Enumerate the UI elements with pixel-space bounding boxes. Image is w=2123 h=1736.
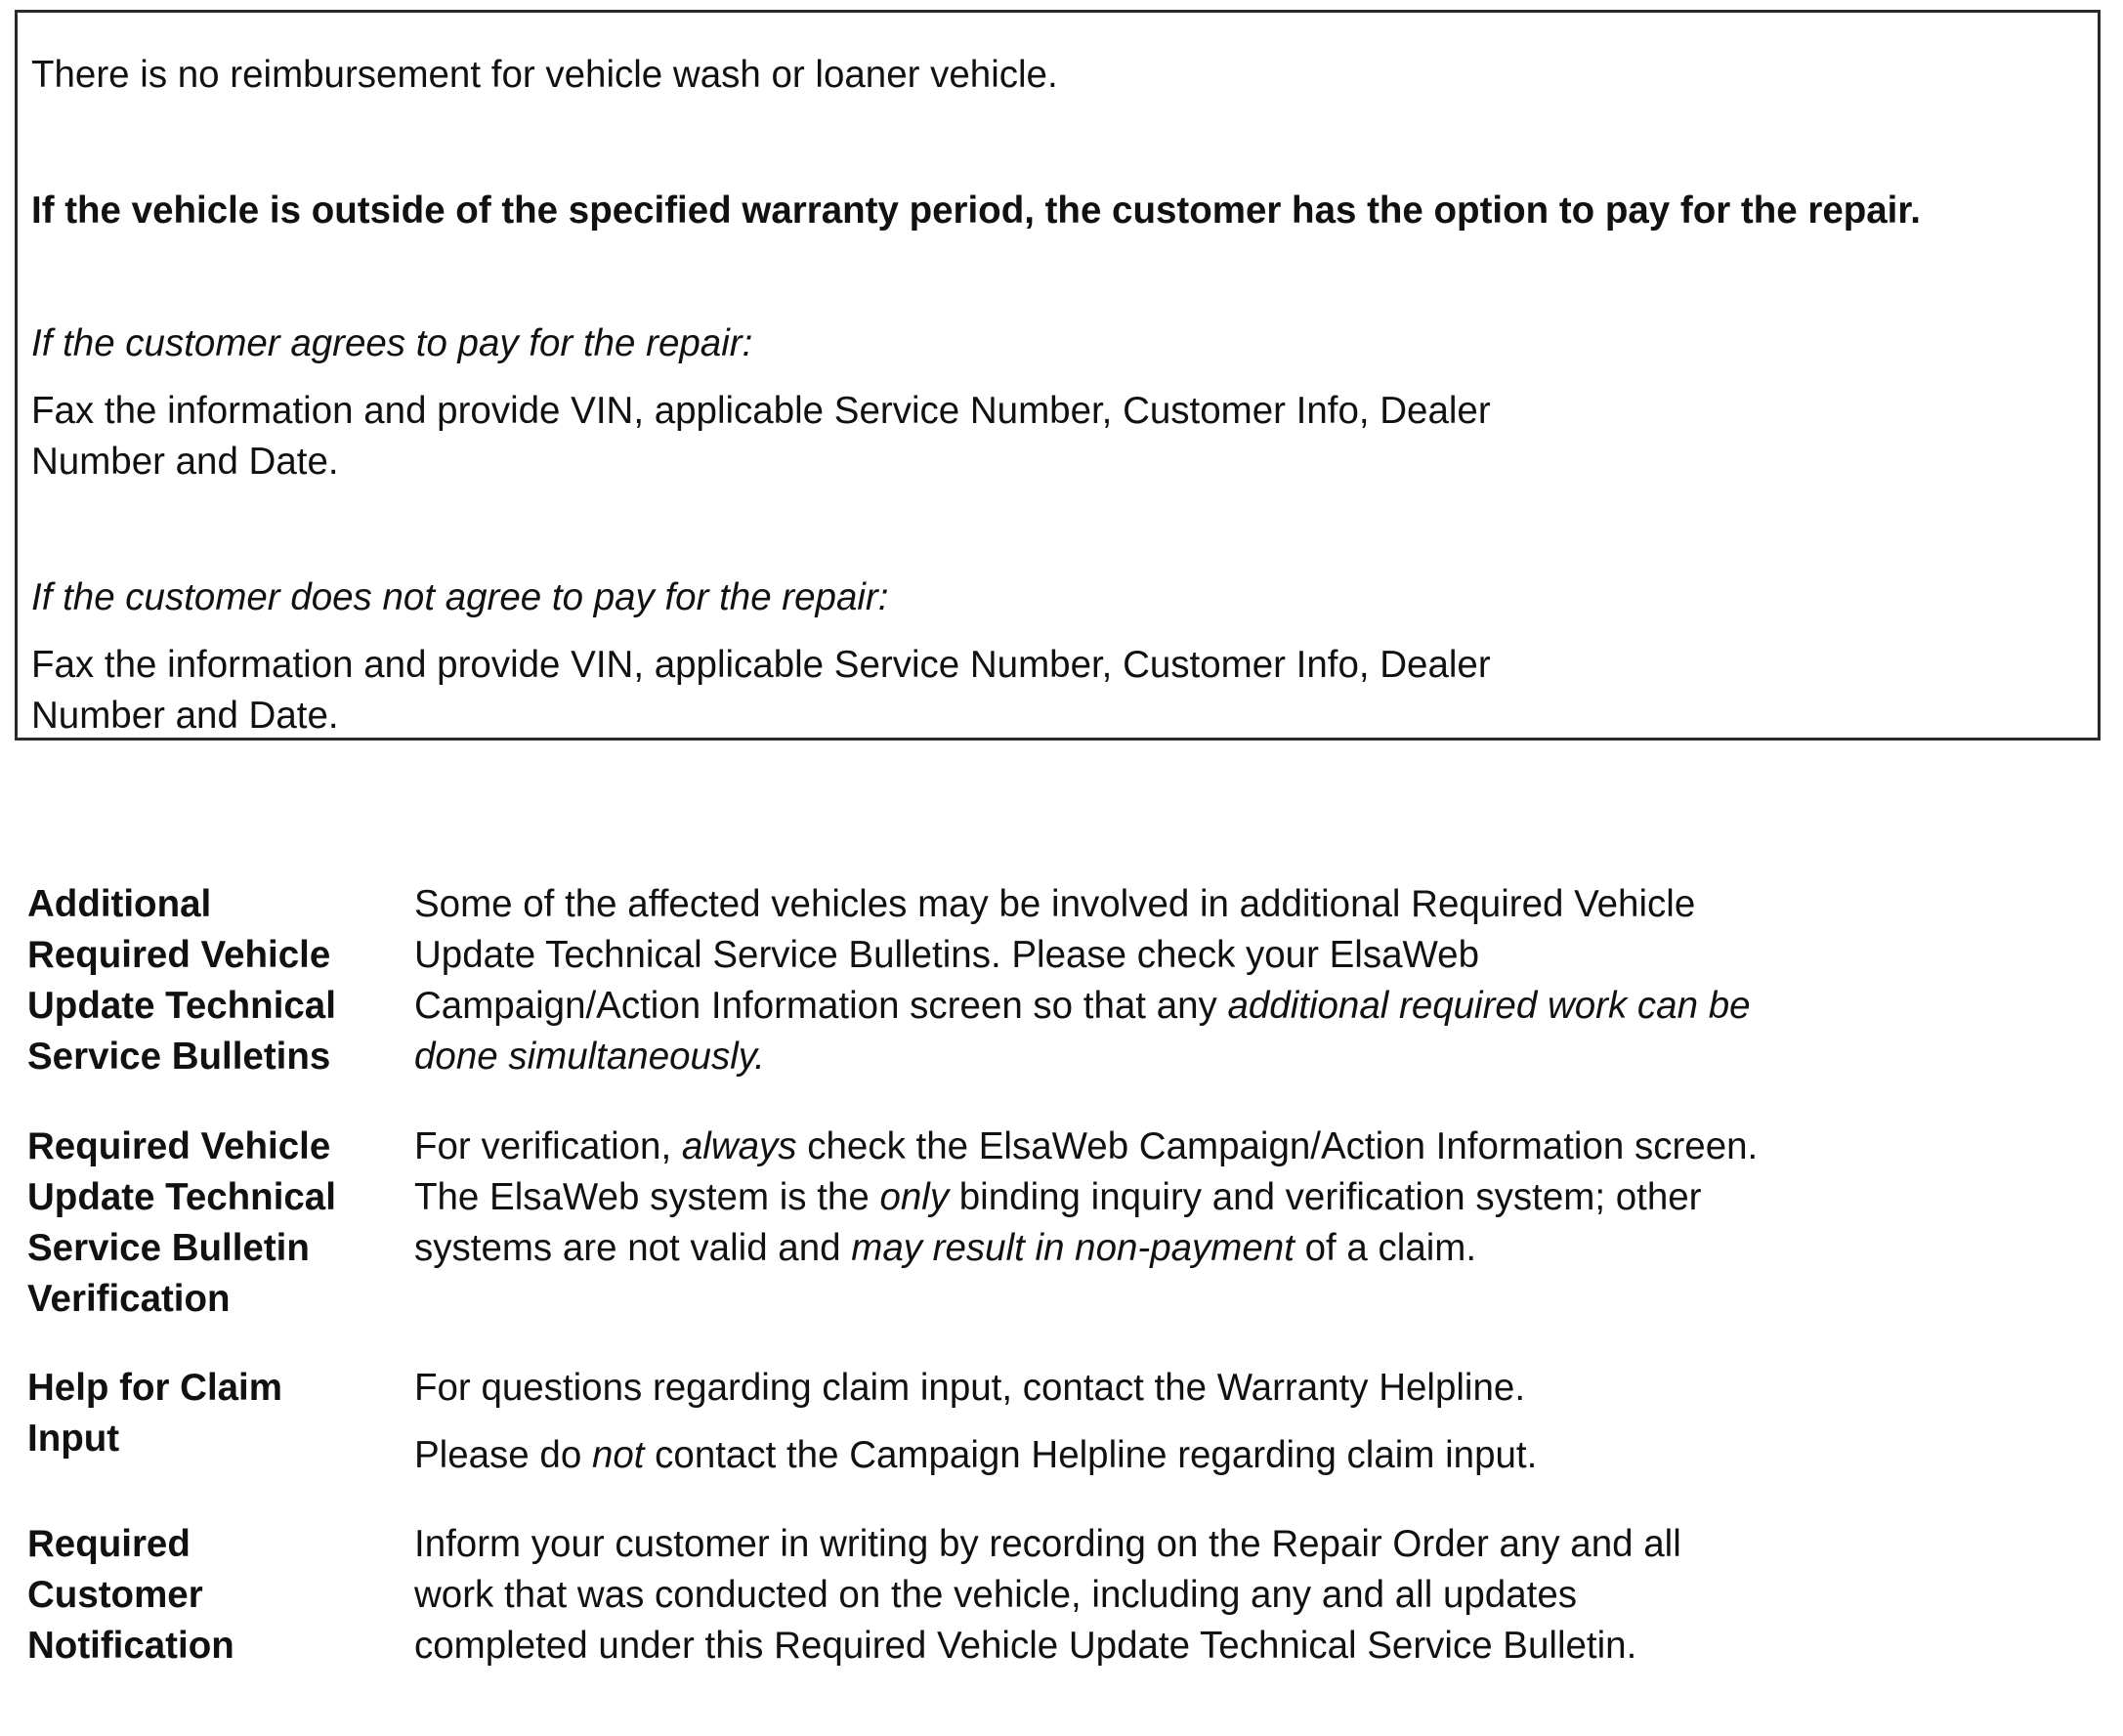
customer-not-agrees-text-line-1: Fax the information and provide VIN, applicable Service Number, Customer Info, Dealer: [31, 644, 1491, 686]
label-line: Update Technical: [27, 985, 336, 1027]
customer-agrees-text-line-2: Number and Date.: [31, 441, 339, 483]
emphasis-text: additional required work can be done simultaneously.: [414, 985, 1751, 1078]
label-line: Notification: [27, 1625, 234, 1667]
label-line: Verification: [27, 1278, 231, 1320]
body-text: binding inquiry and verification system; other systems are not valid and: [414, 1176, 1702, 1269]
emphasis-text: not: [591, 1434, 645, 1476]
additional-bulletins-text: [414, 879, 1762, 1082]
help-paragraph-2: [414, 1430, 1762, 1481]
additional-bulletins-label: [27, 879, 399, 1082]
body-text: check the ElsaWeb Campaign/Action Information screen. The ElsaWeb system is the: [414, 1125, 1759, 1218]
label-line: Additional: [27, 883, 212, 925]
label-line: Update Technical: [27, 1176, 336, 1218]
customer-agrees-heading: If the customer agrees to pay for the repair:: [31, 322, 753, 364]
customer-notification-label: [27, 1519, 399, 1672]
verification-label: [27, 1122, 399, 1325]
customer-not-agrees-text-line-2: Number and Date.: [31, 695, 339, 737]
body-text: Please do: [414, 1434, 592, 1476]
body-text: For verification,: [414, 1125, 682, 1167]
emphasis-text: may result in non-payment: [851, 1227, 1295, 1269]
label-line: Required Vehicle: [27, 934, 331, 976]
label-line: Input: [27, 1418, 120, 1460]
help-claim-input-label: [27, 1363, 399, 1464]
customer-agrees-text-line-1: Fax the information and provide VIN, applicable Service Number, Customer Info, Dealer: [31, 390, 1491, 432]
warranty-period-text: If the vehicle is outside of the specified warranty period, the customer has the option to pay for the repair.: [31, 190, 1921, 232]
notification-paragraph: Inform your customer in writing by recording on the Repair Order any and all work that was conducted on the vehicle, including any and all updates completed under this Required Vehicle Update Technical Service Bulletin.: [414, 1523, 1681, 1667]
label-line: Service Bulletin: [27, 1227, 310, 1269]
customer-not-agrees-heading: If the customer does not agree to pay for the repair:: [31, 576, 889, 618]
help-paragraph-1: For questions regarding claim input, contact the Warranty Helpline.: [414, 1367, 1526, 1409]
customer-notification-text: [414, 1519, 1704, 1672]
help-claim-input-text: [414, 1363, 1762, 1481]
label-line: Required: [27, 1523, 191, 1565]
no-reimbursement-text: There is no reimbursement for vehicle wash or loaner vehicle.: [31, 54, 1058, 96]
emphasis-text: always: [681, 1125, 797, 1167]
label-line: Required Vehicle: [27, 1125, 331, 1167]
label-line: Help for Claim: [27, 1367, 282, 1409]
body-text: of a claim.: [1294, 1227, 1477, 1269]
verification-text: [414, 1122, 1762, 1274]
label-line: Service Bulletins: [27, 1036, 331, 1078]
body-text: Some of the affected vehicles may be involved in additional Required Vehicle Update Technical Service Bulletins. Please check your ElsaWeb Campaign/Action Information screen so that any: [414, 883, 1696, 1027]
body-text: contact the Campaign Helpline regarding claim input.: [644, 1434, 1538, 1476]
label-line: Customer: [27, 1574, 203, 1616]
emphasis-text: only: [879, 1176, 950, 1218]
notice-box: [15, 10, 2101, 741]
